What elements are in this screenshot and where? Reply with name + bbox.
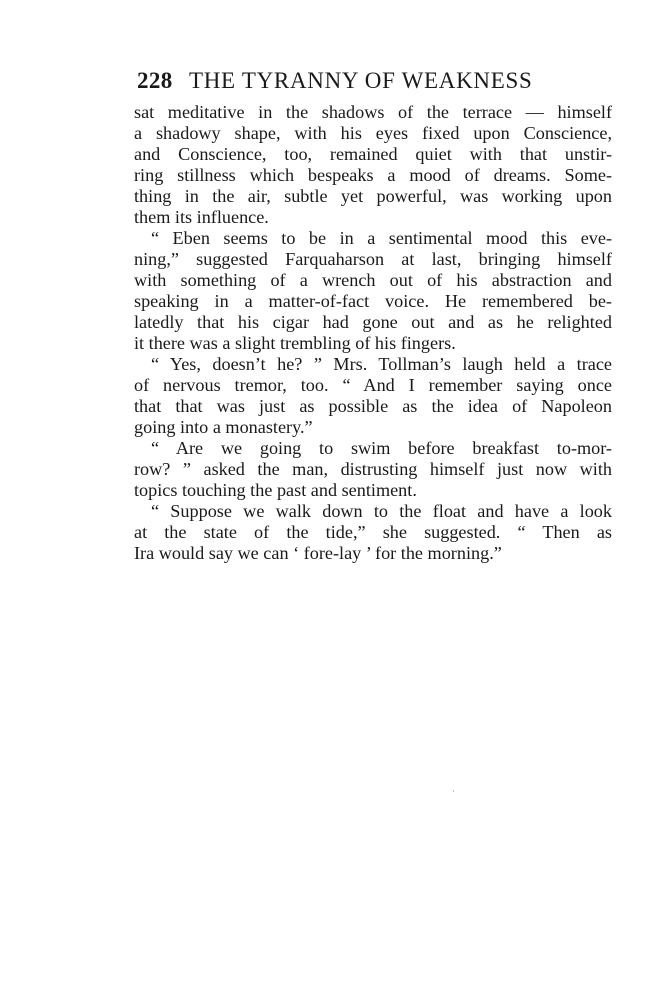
text-line: ring stillness which bespeaks a mood of dreams. Some-: [134, 165, 612, 185]
text-line: Ira would say we can ‘ fore-lay ’ for the morning.”: [134, 543, 502, 563]
text-line: with something of a wrench out of his abstraction and: [134, 270, 612, 290]
text-line: topics touching the past and sentiment.: [134, 480, 417, 500]
text-line: and Conscience, too, remained quiet with that unstir-: [134, 144, 612, 164]
stray-ink-mark: ·: [452, 787, 455, 796]
text-line: at the state of the tide,” she suggested. “ Then as: [134, 522, 612, 542]
text-line: ning,” suggested Farquaharson at last, bringing himself: [134, 249, 612, 269]
body-text: [134, 102, 612, 564]
text-line: speaking in a matter-of-fact voice. He remembered be-: [134, 291, 612, 311]
text-line: “ Suppose we walk down to the float and have a look: [151, 501, 612, 521]
text-line: “ Eben seems to be in a sentimental mood this eve-: [151, 228, 612, 248]
text-line: row? ” asked the man, distrusting himself just now with: [134, 459, 612, 479]
text-line: that that was just as possible as the idea of Napoleon: [134, 396, 612, 416]
text-line: sat meditative in the shadows of the terrace — himself: [134, 102, 612, 122]
text-line: a shadowy shape, with his eyes fixed upon Conscience,: [134, 123, 612, 143]
running-head: [137, 66, 613, 96]
text-line: going into a monastery.”: [134, 417, 313, 437]
page-number: 228: [137, 68, 173, 93]
text-line: “ Yes, doesn’t he? ” Mrs. Tollman’s laugh held a trace: [151, 354, 612, 374]
text-line: it there was a slight trembling of his fingers.: [134, 333, 456, 353]
text-line: latedly that his cigar had gone out and as he relighted: [134, 312, 612, 332]
text-line: them its influence.: [134, 207, 269, 227]
text-line: of nervous tremor, too. “ And I remember saying once: [134, 375, 612, 395]
book-title: THE TYRANNY OF WEAKNESS: [189, 68, 533, 93]
text-line: “ Are we going to swim before breakfast to-mor-: [151, 438, 612, 458]
text-line: thing in the air, subtle yet powerful, was working upon: [134, 186, 612, 206]
